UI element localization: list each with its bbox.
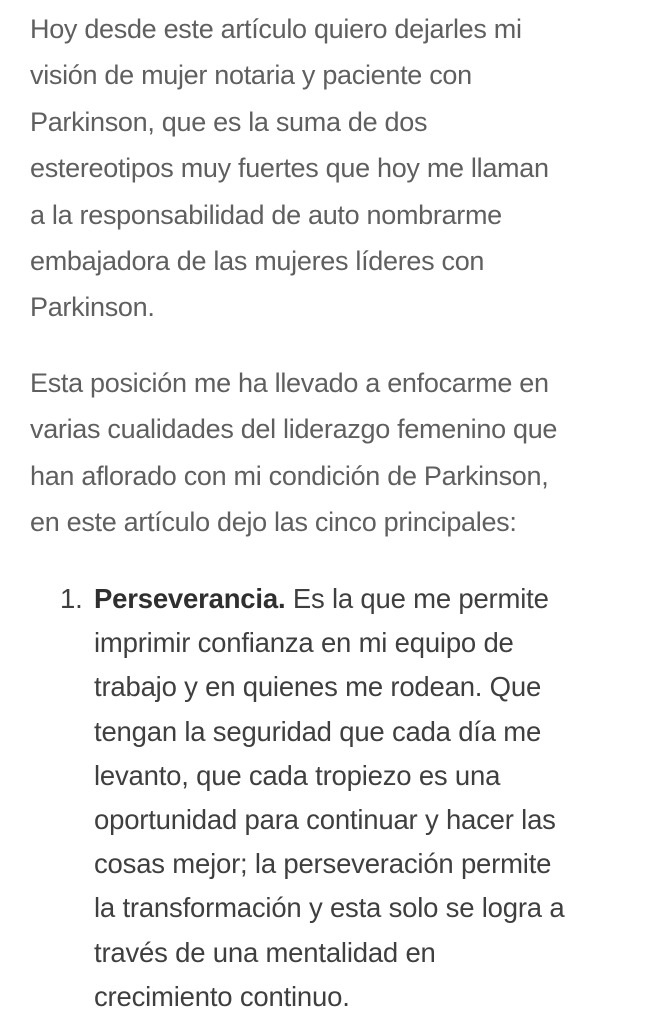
list-item-line: través de una mentalidad en [94,936,436,968]
paragraph-line: visión de mujer notaria y paciente con [30,60,472,91]
paragraph-line: han aflorado con mi condición de Parkinson, [30,460,549,491]
list-item-line: oportunidad para continuar y hacer las [94,804,556,836]
list-number: 1. [60,583,83,614]
paragraph-line: Esta posición me ha llevado a enfocarme en [30,368,549,398]
paragraph-line: a la responsabilidad de auto nombrarme [30,199,502,230]
list-item-line: tengan la seguridad que cada día me [94,715,542,747]
paragraph-line: Parkinson, que es la suma de dos [30,106,428,137]
paragraph-line: en este artículo dejo las cinco principales: [30,507,517,538]
list-item-line: levanto, que cada tropiezo es una [94,759,501,791]
paragraph-line: estereotipos muy fuertes que hoy me llaman [30,153,549,184]
list-item-body [94,577,654,1019]
list-item-line: crecimiento continuo. [94,980,350,1012]
paragraph-line: varias cualidades del liderazgo femenino que [30,414,558,445]
list-item-first-line [94,577,654,621]
second-paragraph [30,360,557,546]
list-item-line: trabajo y en quienes me rodean. Que [94,671,542,703]
paragraph-line: Hoy desde este artículo quiero dejarles mi [30,14,522,44]
list-item-line: cosas mejor; la perseveración permite [94,848,552,880]
list-item-text: Es la que me permite [285,583,549,614]
paragraph-line: Parkinson. [30,292,155,323]
paragraph-line: embajadora de las mujeres líderes con [30,246,485,277]
list-item-term: Perseverancia. [94,583,286,614]
list-item-line: la transformación y esta solo se logra a [94,892,565,924]
intro-paragraph [30,6,549,331]
list-item-line: imprimir confianza en mi equipo de [94,627,514,659]
